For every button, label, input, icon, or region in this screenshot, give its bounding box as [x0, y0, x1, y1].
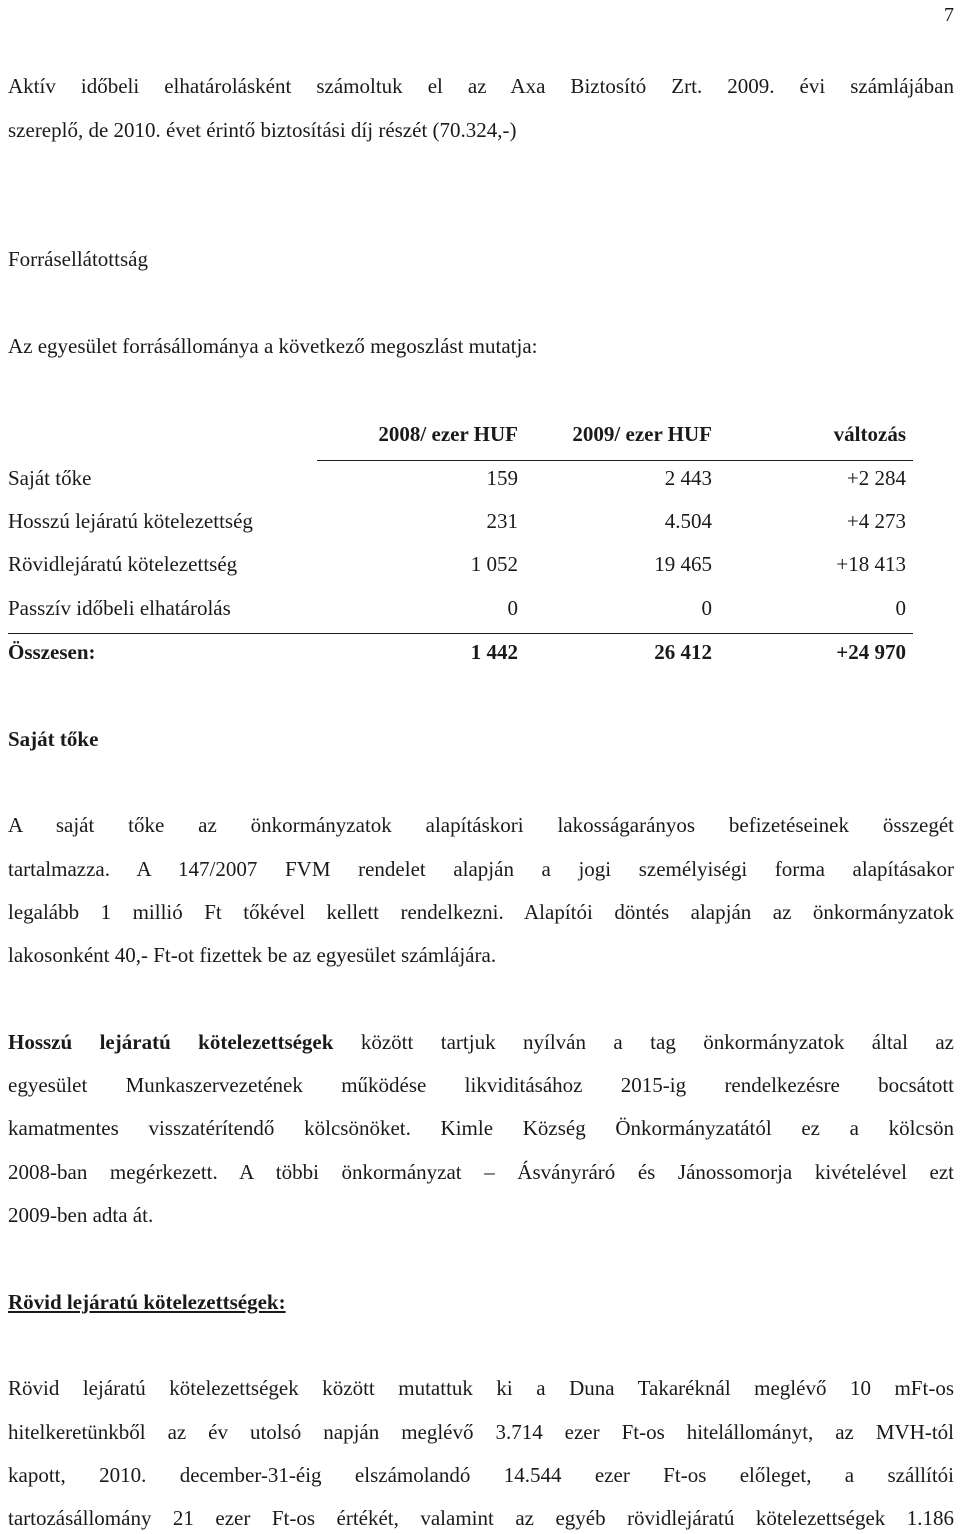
rovid-line-1: Rövid lejáratú kötelezettségek között mutattuk ki a Duna Takaréknál meglévő 10 mFt-os	[8, 1376, 954, 1400]
hosszu-bold-lead: Hosszú lejáratú kötelezettségek	[8, 1030, 334, 1054]
rovid-line-3: kapott, 2010. december-31-éig elszámolandó 14.544 ezer Ft-os előleget, a szállítói	[8, 1463, 954, 1487]
rovid-line-2: hitelkeretünkből az év utolsó napján meglévő 3.714 ezer Ft-os hitelállományt, az MVH-tól	[8, 1420, 954, 1444]
cell-2009: 4.504	[664, 509, 712, 533]
row-label-rovid: Rövidlejáratú kötelezettség	[8, 552, 238, 576]
total-change: +24 970	[836, 640, 906, 664]
cell-change: +18 413	[836, 552, 906, 576]
row-label-passziv: Passzív időbeli elhatárolás	[8, 596, 231, 620]
cell-change: +4 273	[846, 509, 906, 533]
hosszu-line-1-rest: között tartjuk nyílván a tag önkormányzatok által az	[333, 1030, 954, 1054]
cell-change: +2 284	[846, 466, 906, 490]
total-label: Összesen:	[8, 640, 96, 664]
cell-2009: 19 465	[654, 552, 712, 576]
sajat-line-1: A saját tőke az önkormányzatok alapításkori lakosságarányos befizetéseinek összegét	[8, 813, 954, 837]
sajat-line-4: lakosonként 40,- Ft-ot fizettek be az egyesület számlájára.	[8, 943, 497, 967]
sajat-line-3: legalább 1 millió Ft tőkével kellett rendelkezni. Alapítói döntés alapján az önkormányzatok	[8, 900, 954, 924]
cell-2009: 2 443	[664, 466, 712, 490]
col-header-2009: 2009/ ezer HUF	[572, 422, 712, 446]
hosszu-line-1	[8, 1030, 954, 1054]
page-number: 7	[944, 4, 954, 26]
forras-table	[0, 0, 960, 700]
cell-2008: 231	[486, 509, 518, 533]
col-header-change: változás	[833, 422, 906, 446]
forras-heading: Forrásellátottság	[8, 247, 148, 271]
total-rule	[8, 633, 913, 634]
rovid-heading: Rövid lejáratú kötelezettségek:	[8, 1290, 286, 1314]
col-header-2008: 2008/ ezer HUF	[378, 422, 518, 446]
cell-change: 0	[895, 596, 906, 620]
intro-line-2: szereplő, de 2010. évet érintő biztosítási díj részét (70.324,-)	[8, 118, 517, 142]
cell-2008: 0	[507, 596, 518, 620]
cell-2008: 1 052	[470, 552, 518, 576]
sajat-heading: Saját tőke	[8, 727, 99, 751]
total-2009: 26 412	[654, 640, 712, 664]
hosszu-line-3: kamatmentes visszatérítendő kölcsönöket. Kimle Község Önkormányzatától ez a kölcsön	[8, 1116, 954, 1140]
header-rule	[317, 460, 913, 461]
sajat-line-2: tartalmazza. A 147/2007 FVM rendelet alapján a jogi személyiségi forma alapításakor	[8, 857, 954, 881]
forras-lead: Az egyesület forrásállománya a következő megoszlást mutatja:	[8, 334, 538, 358]
cell-2009: 0	[701, 596, 712, 620]
cell-2008: 159	[486, 466, 518, 490]
rovid-line-4: tartozásállomány 21 ezer Ft-os értékét, valamint az egyéb rövidlejáratú kötelezettségek 1.186	[8, 1506, 954, 1530]
row-label-hosszu: Hosszú lejáratú kötelezettség	[8, 509, 253, 533]
hosszu-line-2: egyesület Munkaszervezetének működése likviditásához 2015-ig rendelkezésre bocsátott	[8, 1073, 954, 1097]
total-2008: 1 442	[470, 640, 518, 664]
hosszu-line-5: 2009-ben adta át.	[8, 1203, 154, 1227]
row-label-sajat-toke: Saját tőke	[8, 466, 92, 490]
intro-line-1: Aktív időbeli elhatárolásként számoltuk el az Axa Biztosító Zrt. 2009. évi számlájában	[8, 74, 954, 98]
hosszu-line-4: 2008-ban megérkezett. A többi önkormányzat – Ásványráró és Jánossomorja kivételével ezt	[8, 1160, 954, 1184]
